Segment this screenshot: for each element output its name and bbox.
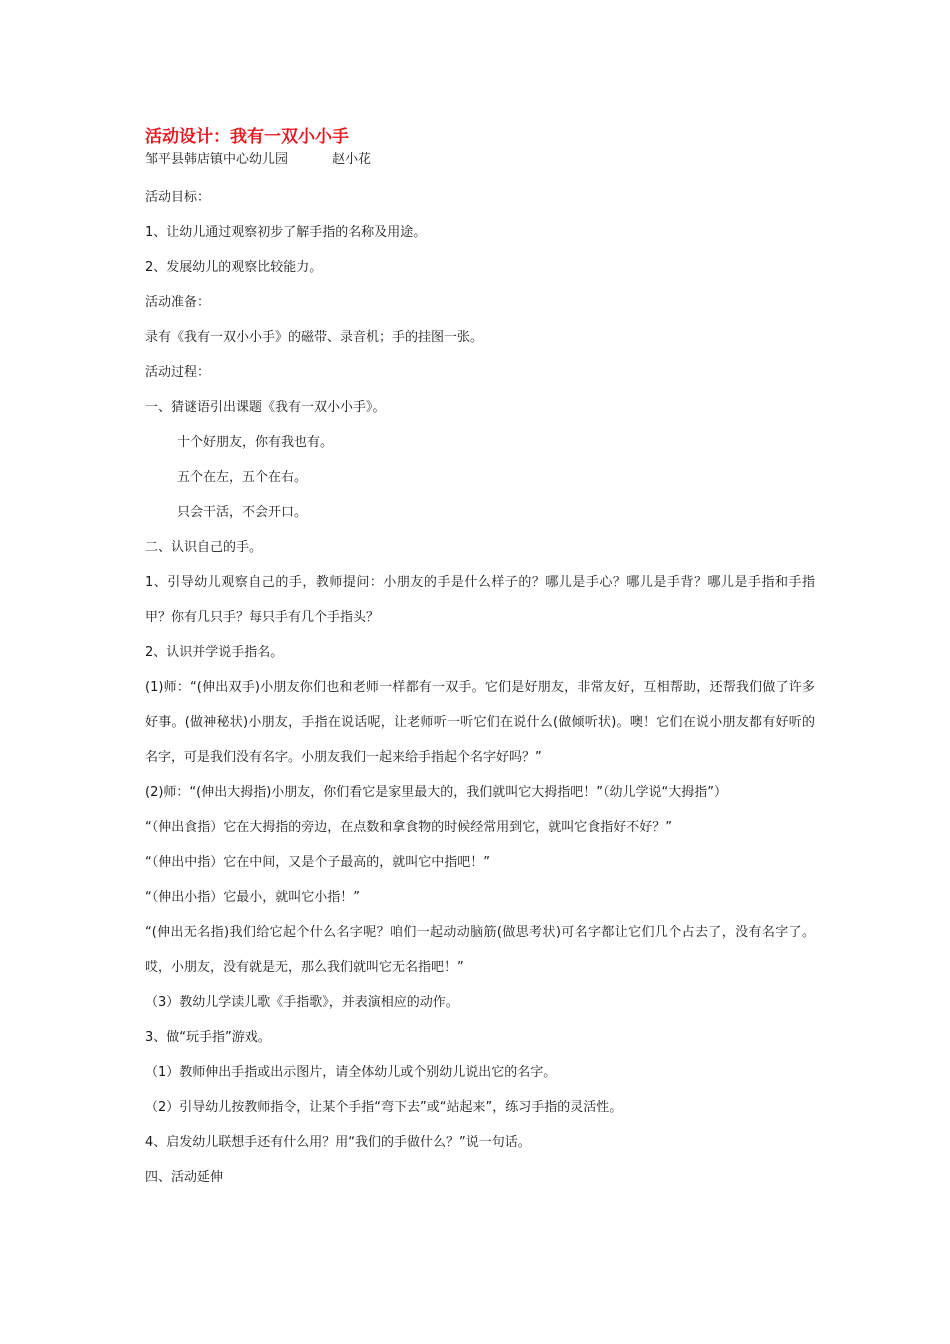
author-name: 赵小花 bbox=[332, 152, 372, 167]
section-heading-preparation: 活动准备： bbox=[145, 295, 211, 310]
paragraph: 1、引导幼儿观察自己的手，教师提问：小朋友的手是什么样子的？哪儿是手心？哪儿是手背？哪儿是手指和手指甲？你有几只手？每只手有几个手指头？ bbox=[145, 575, 815, 625]
process-step: 二、认识自己的手。 bbox=[145, 540, 263, 555]
paragraph: （1）教师伸出手指或出示图片，请全体幼儿或个别幼儿说出它的名字。 bbox=[145, 1065, 557, 1080]
paragraph: (2)师：“(伸出大拇指)小朋友，你们看它是家里最大的，我们就叫它大拇指吧！”（幼儿学说“大拇指”） bbox=[145, 785, 727, 800]
paragraph: “（伸出小指）它最小，就叫它小指！” bbox=[145, 890, 360, 905]
paragraph: （3）教幼儿学读儿歌《手指歌》，并表演相应的动作。 bbox=[145, 995, 459, 1010]
paragraph: “(伸出无名指)我们给它起个什么名字呢？咱们一起动动脑筋(做思考状)可名字都让它们几个占去了，没有名字了。哎，小朋友，没有就是无，那么我们就叫它无名指吧！” bbox=[145, 925, 815, 975]
author-school: 邹平县韩店镇中心幼儿园 bbox=[145, 152, 289, 167]
riddle-line: 五个在左，五个在右。 bbox=[177, 470, 308, 485]
paragraph: （2）引导幼儿按教师指令，让某个手指“弯下去”或“站起来”，练习手指的灵活性。 bbox=[145, 1100, 623, 1115]
section-heading-extension: 四、活动延伸 bbox=[145, 1170, 224, 1185]
section-heading-process: 活动过程： bbox=[145, 365, 211, 380]
preparation-text: 录有《我有一双小小手》的磁带、录音机；手的挂图一张。 bbox=[145, 330, 484, 345]
riddle-line: 只会干活，不会开口。 bbox=[177, 505, 308, 520]
paragraph: “（伸出中指）它在中间，又是个子最高的，就叫它中指吧！” bbox=[145, 855, 490, 870]
document-body bbox=[145, 124, 815, 1195]
goal-item: 2、发展幼儿的观察比较能力。 bbox=[145, 260, 323, 275]
author-line bbox=[145, 150, 815, 170]
paragraph: 2、认识并学说手指名。 bbox=[145, 645, 284, 660]
goal-item: 1、让幼儿通过观察初步了解手指的名称及用途。 bbox=[145, 225, 427, 240]
section-heading-goals: 活动目标： bbox=[145, 190, 211, 205]
process-step: 一、猜谜语引出课题《我有一双小小手》。 bbox=[145, 400, 386, 415]
document-title: 活动设计：我有一双小小手 bbox=[145, 127, 349, 147]
paragraph: “（伸出食指）它在大拇指的旁边，在点数和拿食物的时候经常用到它，就叫它食指好不好？” bbox=[145, 820, 672, 835]
riddle-line: 十个好朋友，你有我也有。 bbox=[177, 435, 334, 450]
paragraph: 3、做“玩手指”游戏。 bbox=[145, 1030, 271, 1045]
paragraph: 4、启发幼儿联想手还有什么用？用“我们的手做什么？”说一句话。 bbox=[145, 1135, 531, 1150]
paragraph: (1)师：“(伸出双手)小朋友你们也和老师一样都有一双手。它们是好朋友，非常友好，互相帮助，还帮我们做了许多好事。(做神秘状)小朋友，手指在说话呢，让老师听一听它们在说什么(做倾听状)。噢！它们在说小朋友都有好听的名字，可是我们没有名字。小朋友我们一起来给手指起个名字好吗？” bbox=[145, 680, 815, 765]
